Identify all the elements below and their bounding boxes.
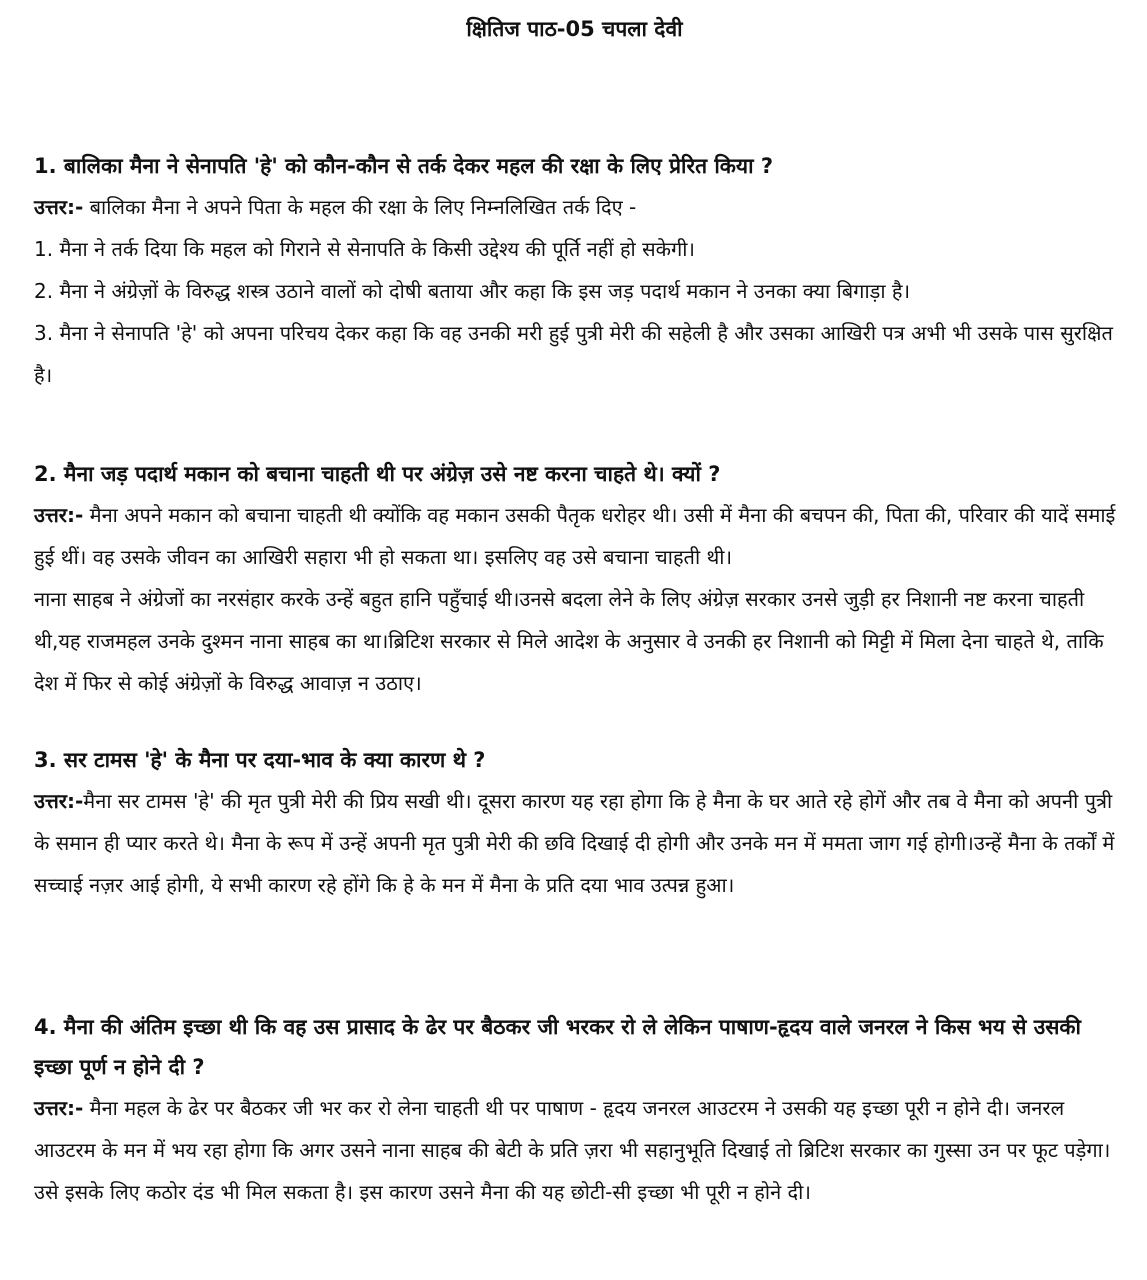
question-section-1	[34, 146, 1117, 396]
question-section-4	[34, 1007, 1117, 1213]
document-title: क्षितिज पाठ-05 चपला देवी	[466, 17, 683, 41]
answer-label: उत्तर:-	[34, 1096, 84, 1120]
answer-text: मैना अपने मकान को बचाना चाहती थी क्योंकि वह मकान उसकी पैतृक धरोहर थी। उसी में मैना की बचपन की, पिता की, परिवार की यादें समाई हुई थीं। वह उसके जीवन का आखिरी सहारा भी हो सकता था। इसलिए वह उसे बचाना चाहती थी।	[34, 503, 1116, 569]
answer-point: 3. मैना ने सेनापति 'हे' को अपना परिचय देकर कहा कि वह उनकी मरी हुई पुत्री मेरी की सहेली है और उसका आखिरी पत्र अभी भी उसके पास सुरक्षित है।	[34, 321, 1113, 387]
answer-label: उत्तर:-	[34, 195, 84, 219]
answer-label: उत्तर:-	[34, 503, 84, 527]
question-3: 3. सर टामस 'हे' के मैना पर दया-भाव के क्या कारण थे ?	[34, 748, 486, 772]
answer-label: उत्तर:-	[34, 789, 84, 813]
question-section-2	[34, 454, 1117, 704]
question-4: 4. मैना की अंतिम इच्छा थी कि वह उस प्रासाद के ढेर पर बैठकर जी भरकर रो ले लेकिन पाषाण-हृदय वाले जनरल ने किस भय से उसकी इच्छा पूर्ण न होने दी ?	[34, 1015, 1081, 1079]
question-1: 1. बालिका मैना ने सेनापति 'हे' को कौन-कौन से तर्क देकर महल की रक्षा के लिए प्रेरित किया ?	[34, 154, 774, 178]
answer-paragraph: नाना साहब ने अंग्रेजों का नरसंहार करके उन्हें बहुत हानि पहुँचाई थी।उनसे बदला लेने के लिए अंग्रेज़ सरकार उनसे जुड़ी हर निशानी नष्ट करना चाहती थी,यह राजमहल उनके दुश्मन नाना साहब का था।ब्रिटिश सरकार से मिले आदेश के अनुसार वे उनकी हर निशानी को मिट्टी में मिला देना चाहते थे, ताकि देश में फिर से कोई अंग्रेज़ों के विरुद्ध आवाज़ न उठाए।	[34, 587, 1104, 695]
answer-point: 1. मैना ने तर्क दिया कि महल को गिराने से सेनापति के किसी उद्देश्य की पूर्ति नहीं हो सकेगी।	[34, 237, 695, 261]
question-2: 2. मैना जड़ पदार्थ मकान को बचाना चाहती थी पर अंग्रेज़ उसे नष्ट करना चाहते थे। क्यों ?	[34, 462, 721, 486]
answer-4	[34, 1087, 1117, 1213]
question-section-3	[34, 740, 1117, 906]
answer-1	[34, 186, 1117, 228]
answer-3	[34, 780, 1117, 906]
answer-text: मैना महल के ढेर पर बैठकर जी भर कर रो लेना चाहती थी पर पाषाण - हृदय जनरल आउटरम ने उसकी यह इच्छा पूरी न होने दी। जनरल आउटरम के मन में भय रहा होगा कि अगर उसने नाना साहब की बेटी के प्रति ज़रा भी सहानुभूति दिखाई तो ब्रिटिश सरकार का गुस्सा उन पर फूट पड़ेगा। उसे इसके लिए कठोर दंड भी मिल सकता है। इस कारण उसने मैना की यह छोटी-सी इच्छा भी पूरी न होने दी।	[34, 1096, 1111, 1204]
answer-text: मैना सर टामस 'हे' की मृत पुत्री मेरी की प्रिय सखी थी। दूसरा कारण यह रहा होगा कि हे मैना के घर आते रहे होगें और तब वे मैना को अपनी पुत्री के समान ही प्यार करते थे। मैना के रूप में उन्हें अपनी मृत पुत्री मेरी की छवि दिखाई दी होगी और उनके मन में ममता जाग गई होगी।उन्हें मैना के तर्कों में सच्चाई नज़र आई होगी, ये सभी कारण रहे होंगे कि हे के मन में मैना के प्रति दया भाव उत्पन्न हुआ।	[34, 789, 1115, 897]
answer-2	[34, 494, 1117, 578]
answer-text: बालिका मैना ने अपने पिता के महल की रक्षा के लिए निम्नलिखित तर्क दिए -	[83, 195, 637, 219]
answer-point: 2. मैना ने अंग्रेज़ों के विरुद्ध शस्त्र उठाने वालों को दोषी बताया और कहा कि इस जड़ पदार्थ मकान ने उनका क्या बिगाड़ा है।	[34, 279, 911, 303]
